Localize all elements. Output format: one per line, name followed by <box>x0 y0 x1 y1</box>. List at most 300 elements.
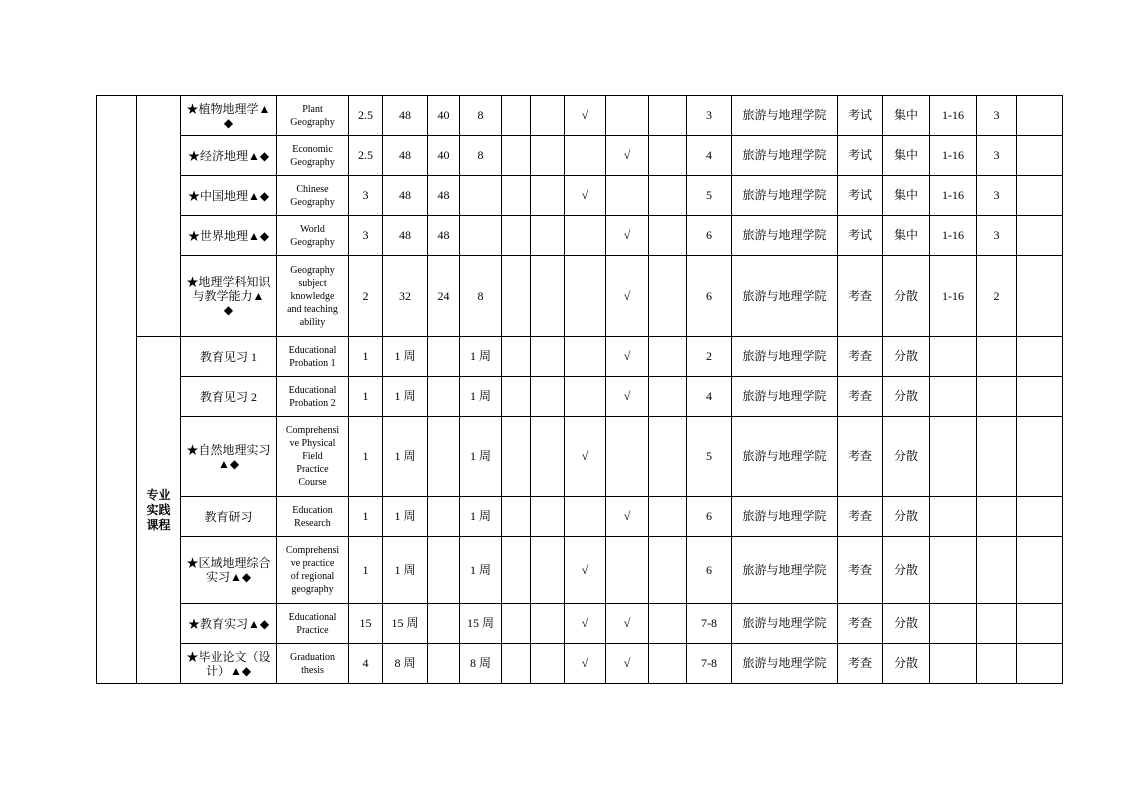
semester-cell <box>687 497 732 537</box>
check-cell <box>565 256 606 337</box>
assessment-cell-text: 考试 <box>847 108 872 122</box>
check-cell <box>565 417 606 497</box>
empty-cell <box>1017 176 1063 216</box>
weekly-hours-cell-text: 3 <box>993 148 1000 162</box>
empty-cell <box>1017 216 1063 256</box>
practice-hours-cell-text: 1 周 <box>469 389 491 403</box>
check-cell-text: √ <box>581 108 589 122</box>
empty-cell <box>649 497 687 537</box>
check-cell-text: √ <box>581 449 589 463</box>
weekly-hours-cell <box>977 604 1017 644</box>
check-cell <box>606 256 649 337</box>
assessment-cell-text: 考查 <box>847 509 872 523</box>
english-name-cell-text: Geography subject knowledge and teaching ability <box>287 264 338 328</box>
assessment-cell <box>838 216 883 256</box>
college-cell-text: 旅游与地理学院 <box>742 108 827 122</box>
total-hours-cell-text: 1 周 <box>394 389 416 403</box>
weekly-hours-cell <box>977 417 1017 497</box>
schedule-cell-text: 分散 <box>893 389 918 403</box>
english-name-cell-text: Plant Geography <box>290 103 335 128</box>
english-name-cell <box>277 644 349 684</box>
assessment-cell <box>838 537 883 604</box>
check-cell <box>606 537 649 604</box>
semester-cell-text: 7-8 <box>701 656 717 670</box>
semester-cell-text: 4 <box>706 148 712 162</box>
course-name-cell-text: ★自然地理实习 ▲◆ <box>186 442 271 471</box>
weekly-hours-cell-text: 3 <box>993 108 1000 122</box>
schedule-cell <box>883 644 930 684</box>
english-name-cell-text: Education Research <box>292 504 333 529</box>
empty-cell <box>649 216 687 256</box>
practice-hours-cell-text: 8 <box>477 148 484 162</box>
course-name-cell <box>181 256 277 337</box>
table-row <box>97 497 1063 537</box>
total-hours-cell-text: 1 周 <box>394 509 416 523</box>
weeks-cell-text: 1-16 <box>942 108 964 122</box>
empty-cell <box>502 176 531 216</box>
check-cell <box>606 216 649 256</box>
empty-cell <box>1017 96 1063 136</box>
semester-cell <box>687 96 732 136</box>
total-hours-cell <box>383 337 428 377</box>
course-name-cell-text: ★中国地理▲◆ <box>187 188 270 203</box>
english-name-cell-text: Educational Probation 2 <box>288 384 337 409</box>
english-name-cell <box>277 96 349 136</box>
assessment-cell <box>838 604 883 644</box>
theory-hours-cell <box>428 256 460 337</box>
practice-hours-cell <box>460 96 502 136</box>
total-hours-cell <box>383 644 428 684</box>
total-hours-cell <box>383 96 428 136</box>
empty-cell <box>649 136 687 176</box>
course-name-cell <box>181 537 277 604</box>
schedule-cell-text: 分散 <box>893 349 918 363</box>
weeks-cell-text: 1-16 <box>942 228 964 242</box>
semester-cell-text: 5 <box>706 449 712 463</box>
check-cell <box>565 644 606 684</box>
weeks-cell <box>930 537 977 604</box>
check-cell-text: √ <box>581 562 589 577</box>
empty-cell <box>649 337 687 377</box>
category-label <box>137 337 181 684</box>
english-name-cell <box>277 136 349 176</box>
empty-cell <box>1017 644 1063 684</box>
assessment-cell-text: 考试 <box>847 188 872 202</box>
theory-hours-cell <box>428 497 460 537</box>
empty-cell <box>502 497 531 537</box>
semester-cell <box>687 176 732 216</box>
check-cell-text: √ <box>623 148 631 162</box>
total-hours-cell-text: 15 周 <box>391 616 419 630</box>
credits-cell-text: 4 <box>362 656 369 670</box>
english-name-cell <box>277 604 349 644</box>
total-hours-cell <box>383 256 428 337</box>
empty-cell <box>1017 337 1063 377</box>
total-hours-cell-text: 48 <box>399 188 411 202</box>
practice-hours-cell <box>460 337 502 377</box>
credits-cell-text: 3 <box>362 188 369 202</box>
total-hours-cell-text: 1 周 <box>394 562 416 577</box>
total-hours-cell <box>383 497 428 537</box>
credits-cell <box>349 136 383 176</box>
weeks-cell <box>930 417 977 497</box>
college-cell-text: 旅游与地理学院 <box>742 389 827 403</box>
empty-cell <box>1017 604 1063 644</box>
credits-cell <box>349 604 383 644</box>
theory-hours-cell <box>428 176 460 216</box>
english-name-cell-text: Comprehensi ve practice of regional geography <box>285 545 340 595</box>
credits-cell <box>349 256 383 337</box>
semester-cell-text: 6 <box>706 562 712 577</box>
practice-hours-cell-text: 1 周 <box>469 349 491 363</box>
english-name-cell <box>277 537 349 604</box>
total-hours-cell-text: 8 周 <box>394 656 416 670</box>
check-cell <box>606 497 649 537</box>
credits-cell <box>349 497 383 537</box>
check-cell <box>565 96 606 136</box>
english-name-cell <box>277 417 349 497</box>
table-row <box>97 176 1063 216</box>
total-hours-cell-text: 32 <box>399 288 411 303</box>
empty-cell <box>1017 377 1063 417</box>
semester-cell <box>687 644 732 684</box>
english-name-cell <box>277 337 349 377</box>
check-cell <box>606 644 649 684</box>
schedule-cell-text: 分散 <box>893 562 918 577</box>
empty-cell <box>531 96 565 136</box>
assessment-cell-text: 考查 <box>847 349 872 363</box>
weekly-hours-cell <box>977 377 1017 417</box>
semester-cell-text: 7-8 <box>701 616 717 630</box>
college-cell <box>732 176 838 216</box>
empty-cell <box>1017 417 1063 497</box>
subcategory-cell <box>137 96 181 337</box>
english-name-cell <box>277 497 349 537</box>
english-name-cell <box>277 176 349 216</box>
theory-hours-cell <box>428 377 460 417</box>
assessment-cell <box>838 96 883 136</box>
empty-cell <box>531 176 565 216</box>
college-cell-text: 旅游与地理学院 <box>742 616 827 630</box>
college-cell-text: 旅游与地理学院 <box>742 562 827 577</box>
weeks-cell <box>930 176 977 216</box>
course-name-cell <box>181 176 277 216</box>
semester-cell-text: 3 <box>706 108 712 122</box>
credits-cell <box>349 377 383 417</box>
check-cell <box>565 377 606 417</box>
college-cell-text: 旅游与地理学院 <box>742 228 827 242</box>
practice-hours-cell-text: 1 周 <box>469 562 491 577</box>
english-name-cell-text: Chinese Geography <box>290 183 335 208</box>
college-cell <box>732 337 838 377</box>
empty-cell <box>502 604 531 644</box>
weeks-cell <box>930 644 977 684</box>
course-name-cell-text: ★教育实习▲◆ <box>187 616 270 631</box>
practice-hours-cell-text: 1 周 <box>469 449 491 463</box>
empty-cell <box>502 96 531 136</box>
course-name-cell-text: ★毕业论文（设 计）▲◆ <box>186 649 271 678</box>
theory-hours-cell-text: 48 <box>437 228 450 242</box>
college-cell-text: 旅游与地理学院 <box>742 288 827 303</box>
assessment-cell <box>838 497 883 537</box>
theory-hours-cell <box>428 216 460 256</box>
total-hours-cell-text: 48 <box>399 228 411 242</box>
theory-hours-cell <box>428 337 460 377</box>
empty-cell <box>649 417 687 497</box>
check-cell-text: √ <box>623 349 631 363</box>
schedule-cell-text: 分散 <box>893 656 918 670</box>
schedule-cell <box>883 497 930 537</box>
weeks-cell-text: 1-16 <box>942 288 964 303</box>
weekly-hours-cell <box>977 537 1017 604</box>
weekly-hours-cell <box>977 497 1017 537</box>
college-cell <box>732 417 838 497</box>
course-name-cell-text: ★世界地理▲◆ <box>187 228 270 243</box>
schedule-cell <box>883 337 930 377</box>
schedule-cell <box>883 417 930 497</box>
semester-cell-text: 5 <box>706 188 712 202</box>
theory-hours-cell <box>428 417 460 497</box>
assessment-cell-text: 考试 <box>847 148 872 162</box>
weeks-cell <box>930 96 977 136</box>
empty-cell <box>1017 136 1063 176</box>
semester-cell-text: 6 <box>706 228 712 242</box>
assessment-cell-text: 考查 <box>847 449 872 463</box>
check-cell <box>565 537 606 604</box>
table-row <box>97 256 1063 337</box>
theory-hours-cell <box>428 96 460 136</box>
theory-hours-cell <box>428 604 460 644</box>
outer-category-cell <box>97 96 137 684</box>
weeks-cell <box>930 497 977 537</box>
college-cell-text: 旅游与地理学院 <box>742 349 827 363</box>
empty-cell <box>649 176 687 216</box>
table-row <box>97 136 1063 176</box>
course-name-cell <box>181 377 277 417</box>
schedule-cell <box>883 537 930 604</box>
empty-cell <box>649 377 687 417</box>
credits-cell-text: 15 <box>359 616 372 630</box>
practice-hours-cell <box>460 136 502 176</box>
assessment-cell <box>838 256 883 337</box>
course-name-cell <box>181 96 277 136</box>
total-hours-cell-text: 48 <box>399 108 411 122</box>
semester-cell <box>687 216 732 256</box>
english-name-cell-text: Economic Geography <box>290 143 335 168</box>
course-name-cell <box>181 417 277 497</box>
course-table <box>96 95 1063 684</box>
college-cell-text: 旅游与地理学院 <box>742 148 827 162</box>
semester-cell-text: 2 <box>706 349 712 363</box>
weeks-cell <box>930 377 977 417</box>
empty-cell <box>531 216 565 256</box>
empty-cell <box>502 216 531 256</box>
weekly-hours-cell <box>977 96 1017 136</box>
empty-cell <box>502 256 531 337</box>
empty-cell <box>1017 256 1063 337</box>
empty-cell <box>649 256 687 337</box>
practice-hours-cell-text: 8 <box>477 288 484 303</box>
semester-cell <box>687 537 732 604</box>
college-cell-text: 旅游与地理学院 <box>742 509 827 523</box>
college-cell <box>732 377 838 417</box>
practice-hours-cell <box>460 604 502 644</box>
table-row <box>97 216 1063 256</box>
practice-hours-cell <box>460 644 502 684</box>
total-hours-cell <box>383 136 428 176</box>
credits-cell <box>349 176 383 216</box>
empty-cell <box>502 644 531 684</box>
weekly-hours-cell-text: 3 <box>993 228 1000 242</box>
check-cell <box>565 604 606 644</box>
theory-hours-cell-text: 24 <box>437 288 450 303</box>
check-cell-text: √ <box>581 656 589 670</box>
college-cell <box>732 604 838 644</box>
credits-cell-text: 1 <box>362 562 369 577</box>
check-cell-text: √ <box>623 616 631 630</box>
credits-cell-text: 1 <box>362 509 369 523</box>
weekly-hours-cell-text: 2 <box>993 288 1000 303</box>
course-table-body <box>97 96 1063 684</box>
check-cell-text: √ <box>623 656 631 670</box>
schedule-cell-text: 分散 <box>893 509 918 523</box>
check-cell <box>606 176 649 216</box>
empty-cell <box>1017 537 1063 604</box>
total-hours-cell <box>383 176 428 216</box>
credits-cell <box>349 644 383 684</box>
check-cell <box>565 176 606 216</box>
empty-cell <box>502 337 531 377</box>
check-cell-text: √ <box>623 389 631 403</box>
schedule-cell-text: 集中 <box>893 148 918 162</box>
empty-cell <box>649 96 687 136</box>
table-row <box>97 604 1063 644</box>
credits-cell <box>349 417 383 497</box>
theory-hours-cell-text: 40 <box>437 108 450 122</box>
college-cell-text: 旅游与地理学院 <box>742 449 827 463</box>
check-cell <box>606 377 649 417</box>
schedule-cell-text: 分散 <box>893 449 918 463</box>
empty-cell <box>502 377 531 417</box>
schedule-cell <box>883 96 930 136</box>
empty-cell <box>649 537 687 604</box>
college-cell <box>732 96 838 136</box>
course-name-cell-text: 教育研习 <box>204 509 253 524</box>
english-name-cell <box>277 256 349 337</box>
course-name-cell <box>181 337 277 377</box>
weeks-cell <box>930 256 977 337</box>
total-hours-cell <box>383 216 428 256</box>
practice-hours-cell-text: 1 周 <box>469 509 491 523</box>
assessment-cell-text: 考查 <box>847 389 872 403</box>
total-hours-cell-text: 1 周 <box>394 449 416 463</box>
practice-hours-cell <box>460 497 502 537</box>
total-hours-cell <box>383 377 428 417</box>
assessment-cell-text: 考查 <box>847 288 872 303</box>
credits-cell-text: 1 <box>362 389 369 403</box>
english-name-cell-text: Comprehensi ve Physical Field Practice Course <box>285 425 340 488</box>
check-cell <box>606 136 649 176</box>
assessment-cell-text: 考查 <box>847 616 872 630</box>
semester-cell <box>687 377 732 417</box>
credits-cell-text: 3 <box>362 228 369 242</box>
theory-hours-cell <box>428 644 460 684</box>
credits-cell-text: 2 <box>362 288 369 303</box>
assessment-cell <box>838 136 883 176</box>
category-label-text: 专业 实践 课程 <box>146 487 171 532</box>
empty-cell <box>1017 497 1063 537</box>
schedule-cell-text: 集中 <box>893 228 918 242</box>
credits-cell-text: 1 <box>362 349 369 363</box>
check-cell <box>565 216 606 256</box>
practice-hours-cell <box>460 176 502 216</box>
college-cell <box>732 537 838 604</box>
weeks-cell <box>930 216 977 256</box>
college-cell <box>732 497 838 537</box>
english-name-cell-text: World Geography <box>290 223 335 248</box>
schedule-cell <box>883 604 930 644</box>
check-cell <box>606 96 649 136</box>
course-name-cell-text: ★经济地理▲◆ <box>187 148 270 163</box>
check-cell <box>606 337 649 377</box>
table-row <box>97 337 1063 377</box>
weeks-cell <box>930 604 977 644</box>
total-hours-cell-text: 48 <box>399 148 411 162</box>
empty-cell <box>531 377 565 417</box>
weekly-hours-cell <box>977 337 1017 377</box>
credits-cell <box>349 537 383 604</box>
semester-cell-text: 6 <box>706 509 712 523</box>
semester-cell <box>687 136 732 176</box>
practice-hours-cell <box>460 256 502 337</box>
credits-cell-text: 2.5 <box>358 108 373 122</box>
empty-cell <box>502 537 531 604</box>
check-cell <box>565 497 606 537</box>
theory-hours-cell <box>428 136 460 176</box>
english-name-cell-text: Graduation thesis <box>290 651 335 676</box>
weekly-hours-cell <box>977 136 1017 176</box>
empty-cell <box>531 644 565 684</box>
semester-cell <box>687 604 732 644</box>
empty-cell <box>531 604 565 644</box>
total-hours-cell <box>383 417 428 497</box>
table-row <box>97 537 1063 604</box>
empty-cell <box>502 136 531 176</box>
theory-hours-cell-text: 40 <box>437 148 450 162</box>
empty-cell <box>649 644 687 684</box>
empty-cell <box>531 537 565 604</box>
english-name-cell <box>277 377 349 417</box>
empty-cell <box>502 417 531 497</box>
assessment-cell-text: 考查 <box>847 562 872 577</box>
check-cell-text: √ <box>581 188 589 202</box>
semester-cell <box>687 256 732 337</box>
assessment-cell <box>838 337 883 377</box>
theory-hours-cell <box>428 537 460 604</box>
check-cell <box>606 417 649 497</box>
check-cell <box>606 604 649 644</box>
english-name-cell-text: Educational Probation 1 <box>288 344 337 369</box>
check-cell <box>565 136 606 176</box>
weeks-cell-text: 1-16 <box>942 148 964 162</box>
practice-hours-cell <box>460 417 502 497</box>
check-cell-text: √ <box>623 228 631 242</box>
empty-cell <box>531 136 565 176</box>
semester-cell-text: 4 <box>706 389 712 403</box>
schedule-cell <box>883 136 930 176</box>
english-name-cell <box>277 216 349 256</box>
empty-cell <box>531 337 565 377</box>
